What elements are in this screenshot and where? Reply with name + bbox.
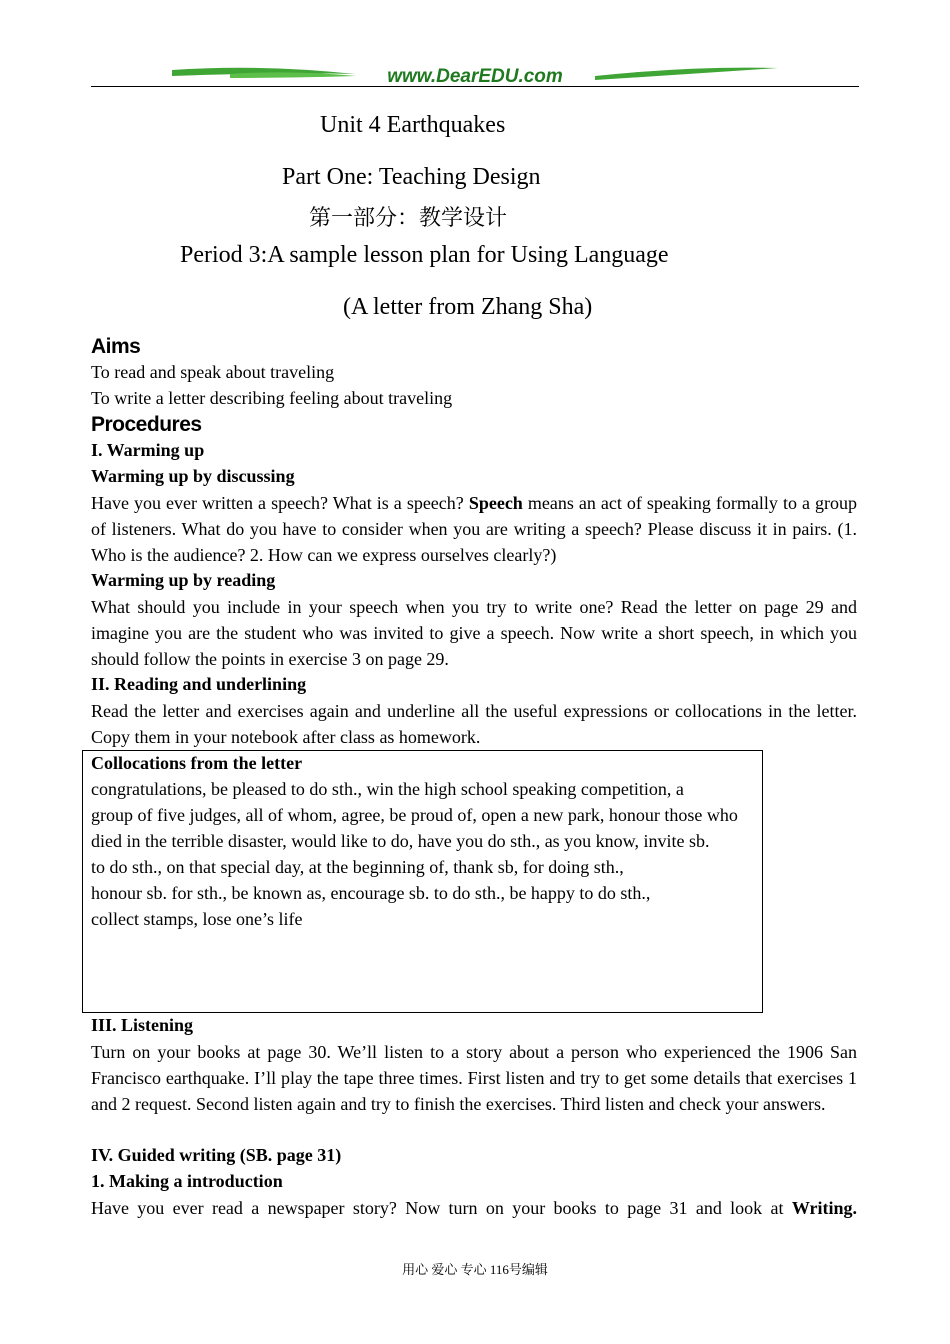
collocations-line: died in the terrible disaster, would like to do, have you do sth., as you know, invite sb. [91, 831, 710, 851]
unit-title: Unit 4 Earthquakes [320, 112, 506, 138]
paragraph-underlining: Read the letter and exercises again and underline all the useful expressions or collocations in the letter. Copy them in your notebook after class as homework. [91, 701, 857, 747]
part-title: Part One: Teaching Design [282, 164, 541, 190]
collocations-line: group of five judges, all of whom, agree, be proud of, open a new park, honour those who [91, 805, 738, 825]
collocations-heading: Collocations from the letter [91, 753, 303, 773]
collocations-line: congratulations, be pleased to do sth., win the high school speaking competition, a [91, 779, 684, 799]
logo-right-swoosh [595, 68, 778, 80]
procedures-heading: Procedures [91, 413, 202, 436]
paragraph-reading: What should you include in your speech when you try to write one? Read the letter on page 29 and imagine you are the student who was invited to give a speech. Now write a short speech, in which you should follow the points in exercise 3 on page 29. [91, 597, 857, 669]
subsection-heading-introduction: 1. Making a introduction [91, 1171, 283, 1191]
subsection-heading-reading: Warming up by reading [91, 570, 276, 590]
collocations-line: to do sth., on that special day, at the beginning of, thank sb, for doing sth., [91, 857, 624, 877]
logo-text: www.DearEDU.com [387, 66, 563, 87]
period-title: Period 3:A sample lesson plan for Using Language [180, 242, 669, 268]
writing-term: Writing. [791, 1198, 857, 1218]
page-footer: 用心 爱心 专心 116号编辑 [402, 1262, 548, 1277]
part-title-cn: 第一部分：教学设计 [309, 206, 508, 231]
aim-item: To read and speak about traveling [91, 362, 335, 382]
section-heading-guided-writing: IV. Guided writing (SB. page 31) [91, 1145, 342, 1165]
speech-term: Speech [468, 493, 523, 513]
aim-item: To write a letter describing feeling about traveling [91, 388, 453, 408]
collocations-line: collect stamps, lose one’s life [91, 909, 303, 929]
section-heading-underlining: II. Reading and underlining [91, 674, 307, 694]
collocations-line: honour sb. for sth., be known as, encourage sb. to do sth., be happy to do sth., [91, 883, 651, 903]
lesson-subtitle: (A letter from Zhang Sha) [343, 294, 593, 320]
site-logo [170, 62, 780, 88]
section-heading-listening: III. Listening [91, 1015, 194, 1035]
paragraph-discussing: Have you ever written a speech? What is a speech? Speech means an act of speaking formally to a group of listeners. What do you have to consider when you are writing a speech? Please discuss it in pairs. (1. Who is the audience? 2. How can we express ourselves clearly?) [91, 493, 857, 565]
subsection-heading-discussing: Warming up by discussing [91, 466, 295, 486]
section-heading-warming-up: I. Warming up [91, 440, 205, 460]
paragraph-introduction: Have you ever read a newspaper story? Now turn on your books to page 31 and look at Writing. [91, 1198, 857, 1218]
header-rule [91, 86, 859, 87]
paragraph-listening: Turn on your books at page 30. We’ll listen to a story about a person who experienced the 1906 San Francisco earthquake. I’ll play the tape three times. First listen and try to get some details that exercises 1 and 2 request. Second listen again and try to finish the exercises. Third listen and check your answers. [91, 1042, 857, 1114]
aims-heading: Aims [91, 335, 141, 358]
